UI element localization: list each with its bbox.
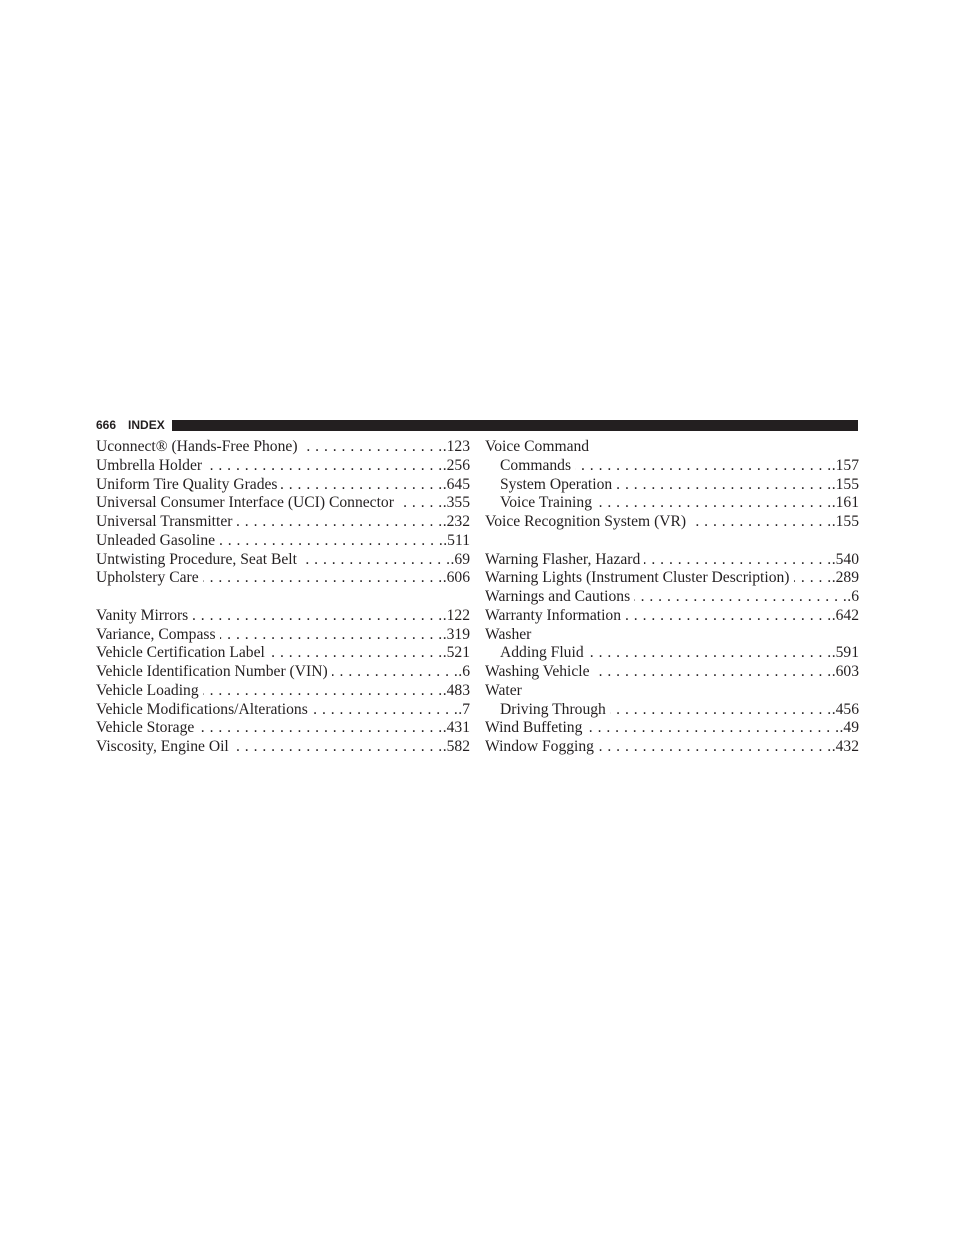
dot-leader xyxy=(219,532,443,551)
index-subentry xyxy=(485,457,859,476)
index-entry xyxy=(485,738,859,757)
entry-label: Washer xyxy=(485,625,532,643)
index-subentry xyxy=(485,644,859,663)
entry-label: Unleaded Gasoline xyxy=(96,531,216,549)
entry-page-number: .431 xyxy=(442,719,470,737)
dot-leader xyxy=(312,701,459,720)
index-entry xyxy=(96,701,470,720)
dot-leader xyxy=(301,551,451,570)
entry-label: Vehicle Loading xyxy=(96,681,199,699)
page-header xyxy=(96,418,858,432)
index-entry xyxy=(96,513,470,532)
index-entry xyxy=(96,644,470,663)
index-entry xyxy=(96,494,470,513)
entry-page-number: .7 xyxy=(458,700,470,718)
dot-leader xyxy=(690,513,832,532)
entry-page-number: .642 xyxy=(831,606,859,624)
dot-leader xyxy=(206,457,443,476)
entry-page-number: .606 xyxy=(442,569,470,587)
dot-leader xyxy=(588,644,832,663)
entry-page-number: .289 xyxy=(831,569,859,587)
entry-page-number: .232 xyxy=(442,513,470,530)
entry-label: Umbrella Holder xyxy=(96,456,203,474)
index-subentry xyxy=(485,494,859,513)
entry-page-number: .355 xyxy=(442,494,470,512)
dot-leader xyxy=(616,476,832,495)
entry-page-number: .582 xyxy=(442,738,470,755)
index-subentry xyxy=(485,701,859,720)
entry-label: Vanity Mirrors xyxy=(96,606,189,624)
entry-page-number: .432 xyxy=(831,738,859,755)
entry-label: Commands xyxy=(500,456,572,474)
dot-leader xyxy=(192,607,442,626)
entry-label: System Operation xyxy=(500,475,613,493)
index-entry xyxy=(485,719,859,738)
entry-page-number: .49 xyxy=(839,719,859,737)
dot-leader xyxy=(594,663,832,682)
entry-label: Warnings and Cautions xyxy=(485,588,631,605)
entry-page-number: .161 xyxy=(831,494,859,512)
index-entry xyxy=(96,569,470,588)
entry-page-number: .6 xyxy=(847,588,859,605)
dot-leader xyxy=(596,494,832,513)
entry-label: Voice Training xyxy=(500,494,592,512)
entry-label: Warning Lights (Instrument Cluster Description) xyxy=(485,569,790,587)
dot-leader xyxy=(398,494,443,513)
index-entry xyxy=(96,719,470,738)
entry-label: Voice Command xyxy=(485,438,590,455)
index-entry xyxy=(485,607,859,626)
entry-page-number: .511 xyxy=(443,531,470,549)
entry-label: Driving Through xyxy=(500,700,606,718)
dot-leader xyxy=(281,476,442,495)
entry-page-number: .456 xyxy=(831,700,859,718)
entry-label: Universal Consumer Interface (UCI) Connector xyxy=(96,494,394,512)
dot-leader xyxy=(586,719,839,738)
index-entry xyxy=(96,457,470,476)
index-entry xyxy=(485,513,859,532)
entry-label: Vehicle Identification Number (VIN) xyxy=(96,663,328,680)
index-entry xyxy=(96,663,470,682)
dot-leader xyxy=(634,588,847,607)
entry-label: Upholstery Care xyxy=(96,569,199,587)
index-entry xyxy=(96,682,470,701)
entry-label: Uconnect® (Hands-Free Phone) xyxy=(96,438,298,455)
index-entry xyxy=(96,626,470,645)
dot-leader xyxy=(575,457,832,476)
entry-label: Window Fogging xyxy=(485,738,594,755)
entry-label: Warning Flasher, Hazard xyxy=(485,550,641,568)
dot-leader xyxy=(302,438,443,457)
dot-leader xyxy=(794,569,832,588)
dot-leader xyxy=(332,663,459,682)
entry-label: Voice Recognition System (VR) xyxy=(485,513,687,530)
dot-leader xyxy=(644,551,831,570)
entry-page-number: .603 xyxy=(831,663,859,680)
index-entry xyxy=(96,438,470,457)
index-entry xyxy=(485,626,859,645)
entry-page-number: .6 xyxy=(458,663,470,680)
index-entry xyxy=(485,551,859,570)
entry-label: Adding Fluid xyxy=(500,644,584,662)
page-number: 666 xyxy=(96,418,117,432)
index-entry xyxy=(96,738,470,757)
index-entry xyxy=(96,532,470,551)
entry-page-number: .155 xyxy=(831,475,859,493)
entry-page-number: .540 xyxy=(831,550,859,568)
entry-label: Vehicle Certification Label xyxy=(96,644,265,662)
index-entry xyxy=(485,682,859,701)
entry-label: Warranty Information xyxy=(485,606,622,624)
entry-label: Water xyxy=(485,681,522,699)
entry-page-number: .157 xyxy=(831,456,859,474)
entry-label: Vehicle Storage xyxy=(96,719,195,737)
entry-page-number: .319 xyxy=(442,625,470,643)
dot-leader xyxy=(236,513,442,532)
dot-leader xyxy=(269,644,443,663)
entry-page-number: .123 xyxy=(442,438,470,455)
entry-label: Untwisting Procedure, Seat Belt xyxy=(96,550,297,568)
index-column-left xyxy=(96,438,470,757)
index-entry xyxy=(96,607,470,626)
index-entry xyxy=(485,663,859,682)
entry-label: Universal Transmitter xyxy=(96,513,233,530)
entry-label: Wind Buffeting xyxy=(485,719,583,737)
entry-label: Vehicle Modifications/Alterations xyxy=(96,700,308,718)
dot-leader xyxy=(625,607,832,626)
entry-page-number: .122 xyxy=(442,606,470,624)
dot-leader xyxy=(198,719,442,738)
entry-page-number: .521 xyxy=(442,644,470,662)
entry-label: Uniform Tire Quality Grades xyxy=(96,475,278,493)
header-rule xyxy=(172,420,858,431)
dot-leader xyxy=(233,738,443,757)
dot-leader xyxy=(220,626,443,645)
spacer xyxy=(96,588,470,607)
dot-leader xyxy=(598,738,832,757)
entry-label: Washing Vehicle xyxy=(485,663,590,680)
dot-leader xyxy=(203,682,443,701)
dot-leader xyxy=(203,569,443,588)
entry-page-number: .591 xyxy=(831,644,859,662)
entry-page-number: .483 xyxy=(442,681,470,699)
index-column-right xyxy=(485,438,859,757)
index-entry xyxy=(96,476,470,495)
entry-page-number: .69 xyxy=(450,550,470,568)
index-entry xyxy=(485,438,859,457)
index-subentry xyxy=(485,476,859,495)
section-title: INDEX xyxy=(128,418,165,432)
index-entry xyxy=(485,588,859,607)
entry-label: Variance, Compass xyxy=(96,625,216,643)
dot-leader xyxy=(610,701,832,720)
entry-page-number: .256 xyxy=(442,456,470,474)
index-entry xyxy=(96,551,470,570)
index-entry xyxy=(485,569,859,588)
spacer xyxy=(485,532,859,551)
entry-page-number: .645 xyxy=(442,475,470,493)
entry-page-number: .155 xyxy=(831,513,859,530)
entry-label: Viscosity, Engine Oil xyxy=(96,738,229,755)
